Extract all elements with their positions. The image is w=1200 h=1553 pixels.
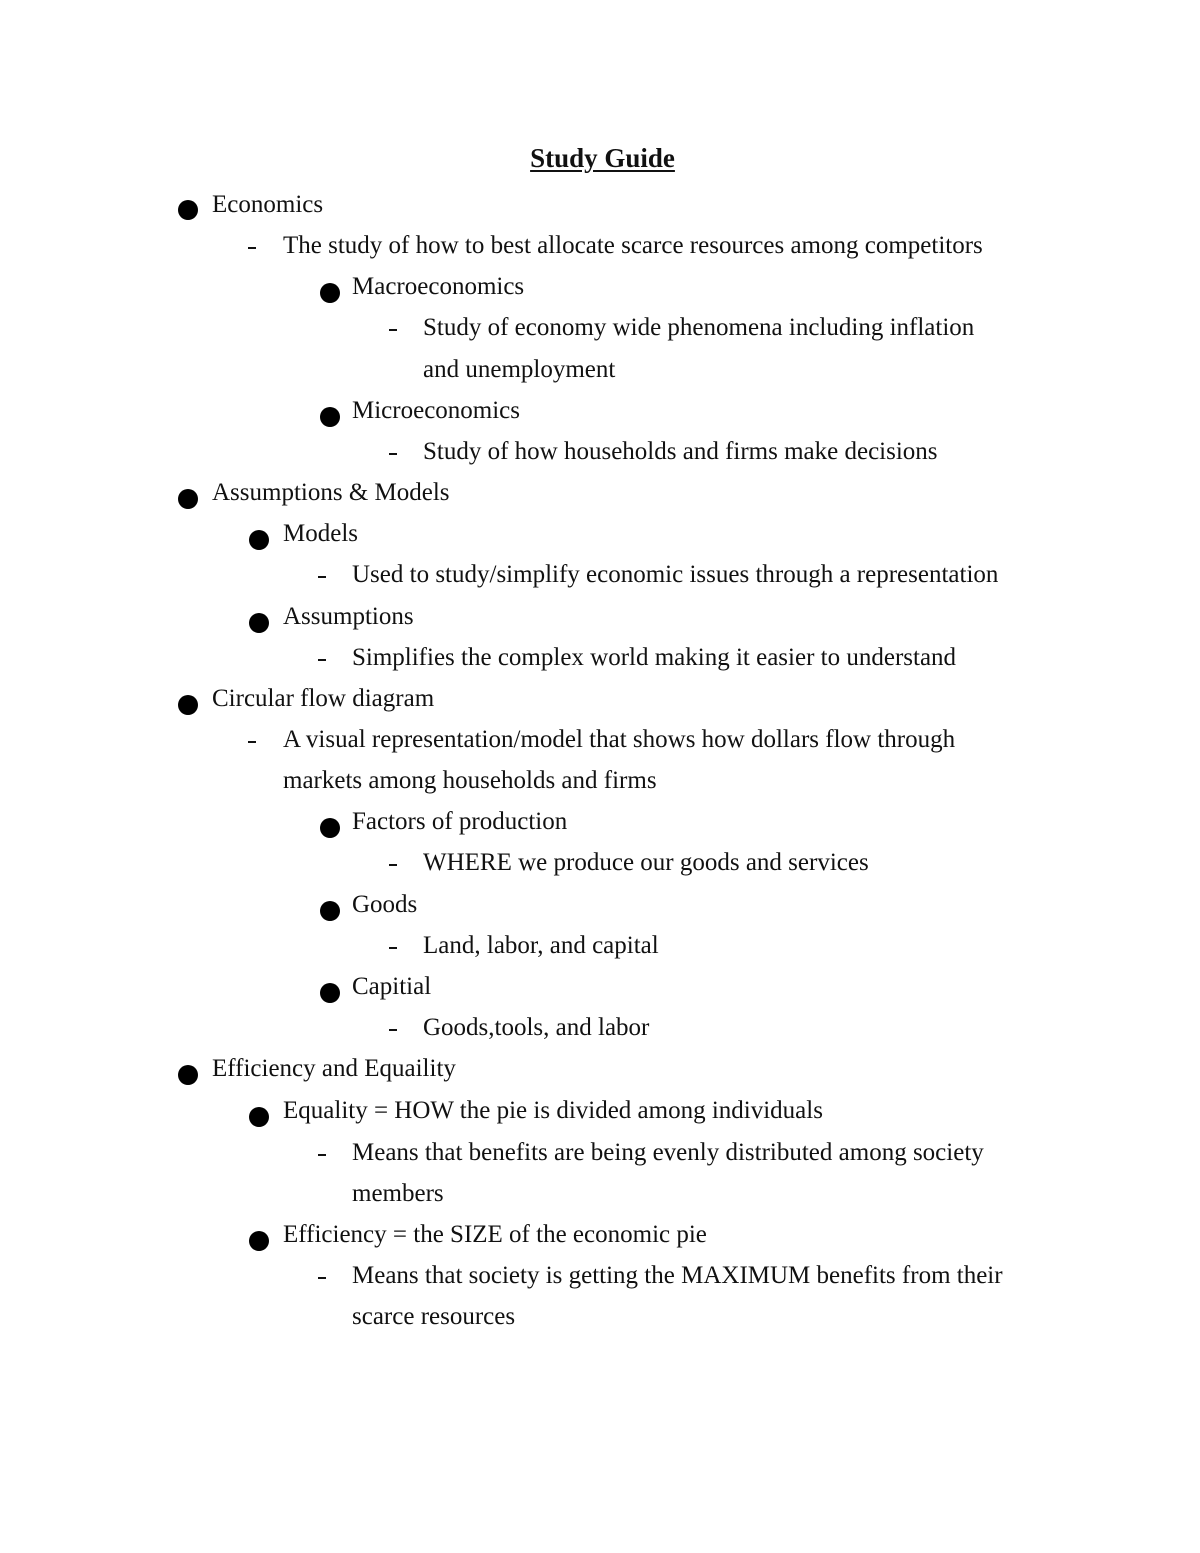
bullet-dot-icon xyxy=(320,818,340,838)
bullet-dot-icon xyxy=(320,407,340,427)
bullet-dot-icon xyxy=(320,901,340,921)
bullet-dot-icon xyxy=(249,1231,269,1251)
outline-item: Models xyxy=(283,520,358,547)
dash-marker-icon xyxy=(248,741,256,743)
dash-marker-icon xyxy=(389,329,397,331)
outline-item: Assumptions & Models xyxy=(212,479,450,506)
outline-item: Microeconomics xyxy=(352,397,521,424)
dash-marker-icon xyxy=(389,947,397,949)
dash-marker-icon xyxy=(318,659,326,661)
outline-item: Means that benefits are being evenly distributed among society xyxy=(352,1139,984,1166)
outline-item: Factors of production xyxy=(352,808,568,835)
bullet-dot-icon xyxy=(249,530,269,550)
dash-marker-icon xyxy=(389,453,397,455)
outline-item: The study of how to best allocate scarce resources among competitors xyxy=(283,232,983,259)
bullet-dot-icon xyxy=(249,1107,269,1127)
bullet-dot-icon xyxy=(178,695,198,715)
outline-item: and unemployment xyxy=(423,356,616,383)
dash-marker-icon xyxy=(248,247,256,249)
outline-item: A visual representation/model that shows how dollars flow through xyxy=(283,726,956,753)
outline-item: Efficiency and Equaility xyxy=(212,1055,456,1082)
outline-item: Macroeconomics xyxy=(352,273,525,300)
outline-item: Land, labor, and capital xyxy=(423,932,659,959)
outline-item: Simplifies the complex world making it easier to understand xyxy=(352,644,957,671)
outline-item: Study of economy wide phenomena including inflation xyxy=(423,314,975,341)
dash-marker-icon xyxy=(389,1029,397,1031)
bullet-dot-icon xyxy=(320,283,340,303)
outline-item: Goods,tools, and labor xyxy=(423,1014,650,1041)
outline-item: members xyxy=(352,1180,444,1207)
outline-item: Capitial xyxy=(352,973,432,1000)
outline-item: Efficiency = the SIZE of the economic pie xyxy=(283,1221,707,1248)
dash-marker-icon xyxy=(318,576,326,578)
outline-item: WHERE we produce our goods and services xyxy=(423,849,869,876)
outline-item: markets among households and firms xyxy=(283,767,657,794)
outline-item: Used to study/simplify economic issues through a representation xyxy=(352,561,999,588)
outline-item: Means that society is getting the MAXIMUM benefits from their xyxy=(352,1262,1003,1289)
bullet-dot-icon xyxy=(178,1065,198,1085)
bullet-dot-icon xyxy=(249,613,269,633)
outline-item: Study of how households and firms make decisions xyxy=(423,438,938,465)
outline-item: Circular flow diagram xyxy=(212,685,435,712)
outline-item: Economics xyxy=(212,191,324,218)
dash-marker-icon xyxy=(389,864,397,866)
dash-marker-icon xyxy=(318,1277,326,1279)
bullet-dot-icon xyxy=(178,489,198,509)
outline-item: Goods xyxy=(352,891,418,918)
page-title: Study Guide xyxy=(530,143,675,173)
outline-item: Assumptions xyxy=(283,603,414,630)
bullet-dot-icon xyxy=(320,983,340,1003)
outline-item: scarce resources xyxy=(352,1303,516,1330)
dash-marker-icon xyxy=(318,1154,326,1156)
bullet-dot-icon xyxy=(178,200,198,220)
outline-item: Equality = HOW the pie is divided among individuals xyxy=(283,1097,823,1124)
